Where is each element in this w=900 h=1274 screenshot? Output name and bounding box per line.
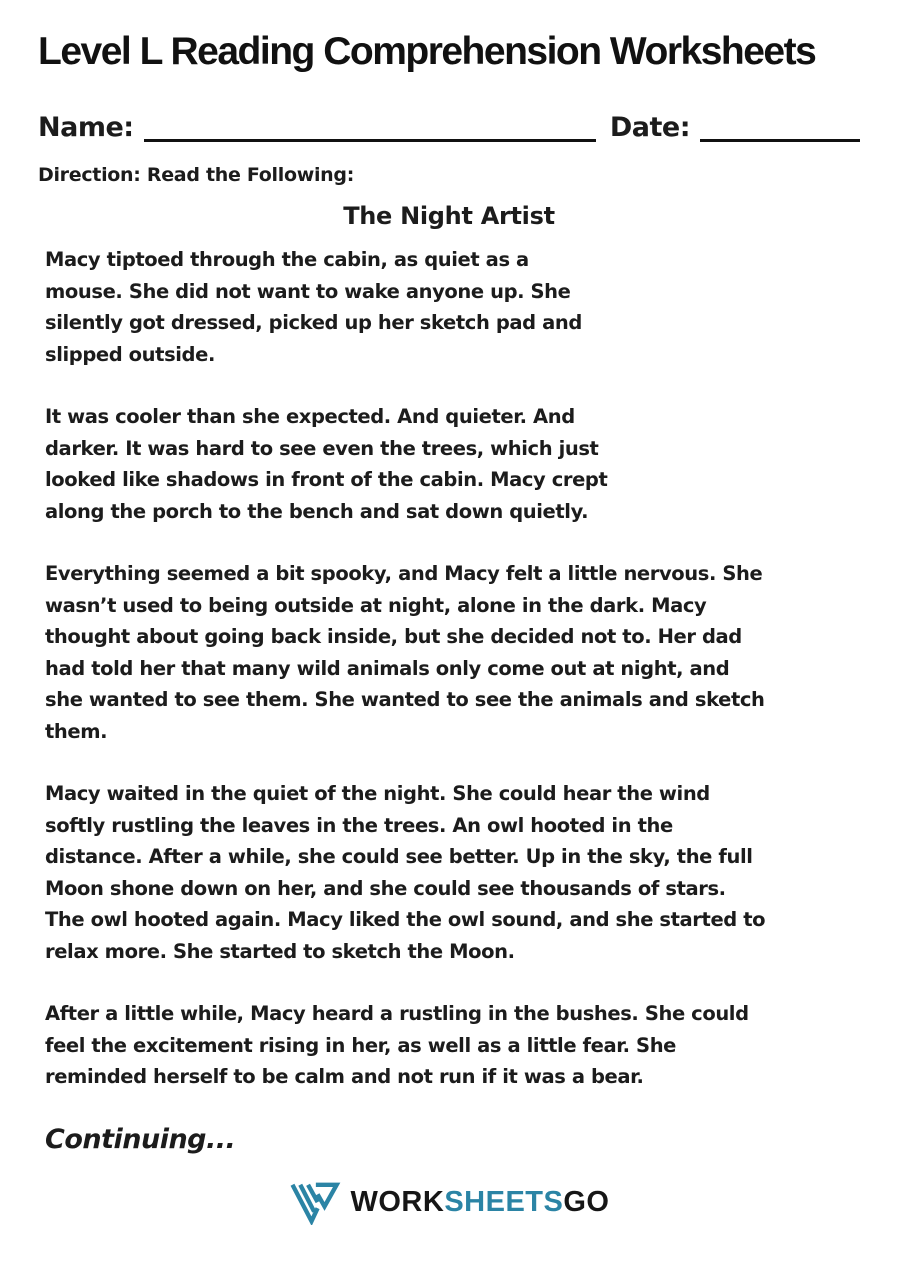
logo-text-go: GO	[563, 1186, 610, 1218]
story-line: thought about going back inside, but she decided not to. Her dad	[45, 625, 742, 648]
story-paragraph	[45, 998, 860, 1093]
story-line: slipped outside.	[45, 342, 215, 366]
story-line: It was cooler than she expected. And quieter. And	[45, 405, 575, 428]
story-line: had told her that many wild animals only come out at night, and	[45, 656, 730, 680]
continuing-text: Continuing...	[45, 1123, 236, 1155]
story-line: darker. It was hard to see even the trees, which just	[45, 436, 599, 460]
story-paragraph	[45, 778, 860, 967]
story-line: mouse. She did not want to wake anyone up. She	[45, 279, 571, 303]
story-line: Moon shone down on her, and she could see thousands of stars.	[45, 876, 726, 900]
story-paragraph	[45, 401, 860, 527]
name-label: Name:	[38, 111, 134, 143]
story-line: wasn’t used to being outside at night, alone in the dark. Macy	[45, 593, 707, 617]
story-line: looked like shadows in front of the cabin. Macy crept	[45, 468, 608, 491]
story-line: After a little while, Macy heard a rustling in the bushes. She could	[45, 1002, 749, 1025]
story-line: softly rustling the leaves in the trees. An owl hooted in the	[45, 813, 673, 837]
worksheetsgo-w-icon	[289, 1181, 341, 1225]
direction-text: Direction: Read the Following:	[38, 164, 354, 186]
story-line: Macy tiptoed through the cabin, as quiet as a	[45, 248, 529, 271]
story-paragraph	[45, 558, 860, 747]
story-line: along the porch to the bench and sat down quietly.	[45, 499, 589, 523]
story-line: Everything seemed a bit spooky, and Macy felt a little nervous. She	[45, 562, 763, 585]
date-blank-line	[700, 112, 860, 142]
logo-text-sheets: SHEETS	[444, 1186, 564, 1218]
story-line: them.	[45, 719, 108, 743]
page-title: Level L Reading Comprehension Worksheets	[38, 30, 816, 73]
story-line: relax more. She started to sketch the Moon.	[45, 939, 515, 963]
story-paragraph	[45, 244, 860, 370]
story-line: The owl hooted again. Macy liked the owl sound, and she started to	[45, 908, 766, 931]
story-line: feel the excitement rising in her, as well as a little fear. She	[45, 1033, 677, 1057]
footer-logo	[38, 1181, 860, 1225]
story-title: The Night Artist	[343, 202, 555, 230]
date-label: Date:	[609, 111, 690, 143]
story-line: silently got dressed, picked up her sketch pad and	[45, 311, 582, 334]
logo-text-work: WORK	[350, 1186, 445, 1218]
story-line: Macy waited in the quiet of the night. She could hear the wind	[45, 782, 710, 805]
name-date-row	[38, 108, 860, 144]
story-line: she wanted to see them. She wanted to see the animals and sketch	[45, 688, 765, 711]
story-line: reminded herself to be calm and not run if it was a bear.	[45, 1065, 644, 1088]
story-paragraphs	[45, 244, 860, 1093]
story-line: distance. After a while, she could see better. Up in the sky, the full	[45, 845, 753, 868]
logo-wordmark	[351, 1186, 610, 1219]
name-blank-line	[144, 112, 596, 142]
